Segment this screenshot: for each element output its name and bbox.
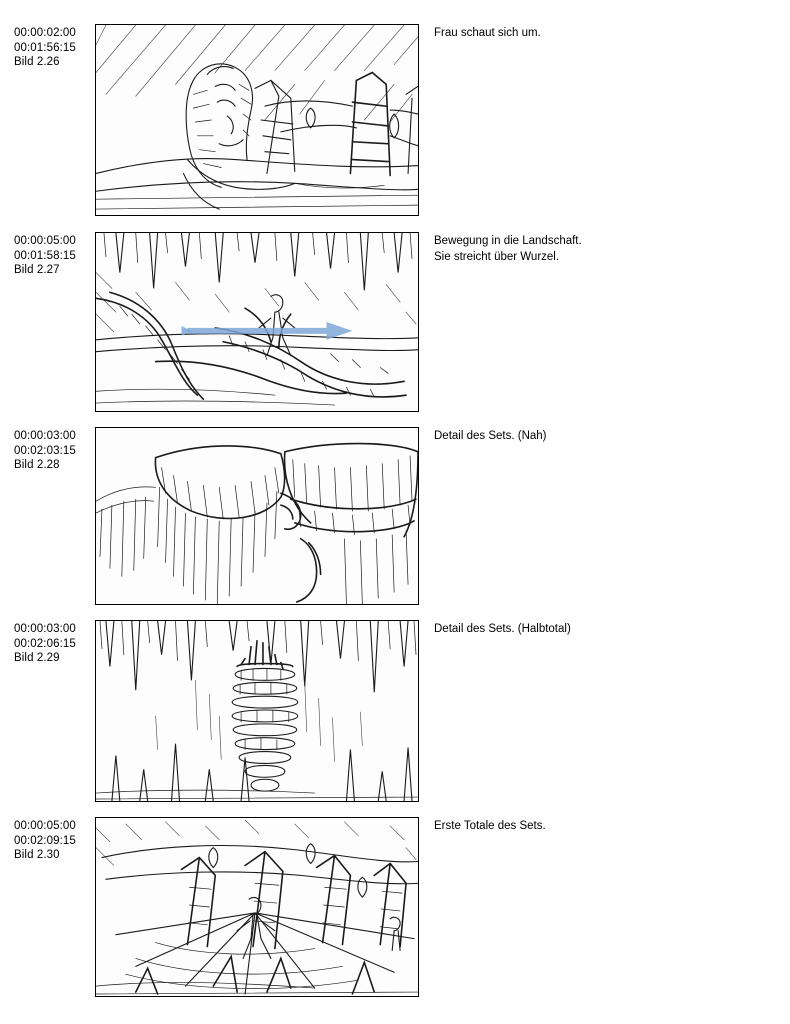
timecode-out: 00:01:56:15 — [14, 41, 76, 54]
timecode-column — [0, 232, 95, 278]
note-line: Detail des Sets. (Nah) — [434, 430, 547, 442]
timecode-out: 00:02:06:15 — [14, 637, 76, 650]
timecode-in: 00:00:03:00 — [14, 430, 76, 442]
storyboard-frame — [95, 817, 419, 997]
frame-drawing — [96, 621, 418, 801]
note-line: Erste Totale des Sets. — [434, 820, 546, 832]
motion-arrow — [181, 322, 352, 340]
note-column — [419, 620, 790, 638]
timecode-column — [0, 817, 95, 863]
timecode-out: 00:02:03:15 — [14, 444, 76, 457]
shot-label: Bild 2.30 — [14, 849, 60, 861]
note-line: Bewegung in die Landschaft. — [434, 235, 582, 247]
timecode-out: 00:02:09:15 — [14, 834, 76, 847]
note-line: Frau schaut sich um. — [434, 27, 541, 39]
note-column — [419, 427, 790, 445]
storyboard-row — [0, 613, 790, 802]
frame-drawing — [96, 25, 418, 215]
storyboard-frame — [95, 427, 419, 605]
frame-drawing — [96, 233, 418, 411]
timecode-column — [0, 620, 95, 666]
note-line: Detail des Sets. (Halbtotal) — [434, 623, 571, 635]
timecode-in: 00:00:02:00 — [14, 27, 76, 39]
shot-label: Bild 2.28 — [14, 459, 60, 471]
shot-label: Bild 2.27 — [14, 264, 60, 276]
storyboard-row — [0, 810, 790, 997]
frame-drawing — [96, 428, 418, 604]
note-column — [419, 24, 790, 42]
shot-label: Bild 2.29 — [14, 652, 60, 664]
note-column — [419, 232, 790, 265]
note-line: Sie streicht über Wurzel. — [434, 250, 560, 263]
storyboard-row — [0, 0, 790, 216]
storyboard-frame — [95, 24, 419, 216]
timecode-out: 00:01:58:15 — [14, 249, 76, 262]
timecode-in: 00:00:05:00 — [14, 235, 76, 247]
shot-label: Bild 2.26 — [14, 56, 60, 68]
timecode-in: 00:00:03:00 — [14, 623, 76, 635]
storyboard-frame — [95, 232, 419, 412]
note-column — [419, 817, 790, 835]
timecode-column — [0, 24, 95, 70]
timecode-column — [0, 427, 95, 473]
storyboard-row — [0, 224, 790, 412]
timecode-in: 00:00:05:00 — [14, 820, 76, 832]
frame-drawing — [96, 818, 418, 996]
storyboard-row — [0, 420, 790, 605]
storyboard-frame — [95, 620, 419, 802]
